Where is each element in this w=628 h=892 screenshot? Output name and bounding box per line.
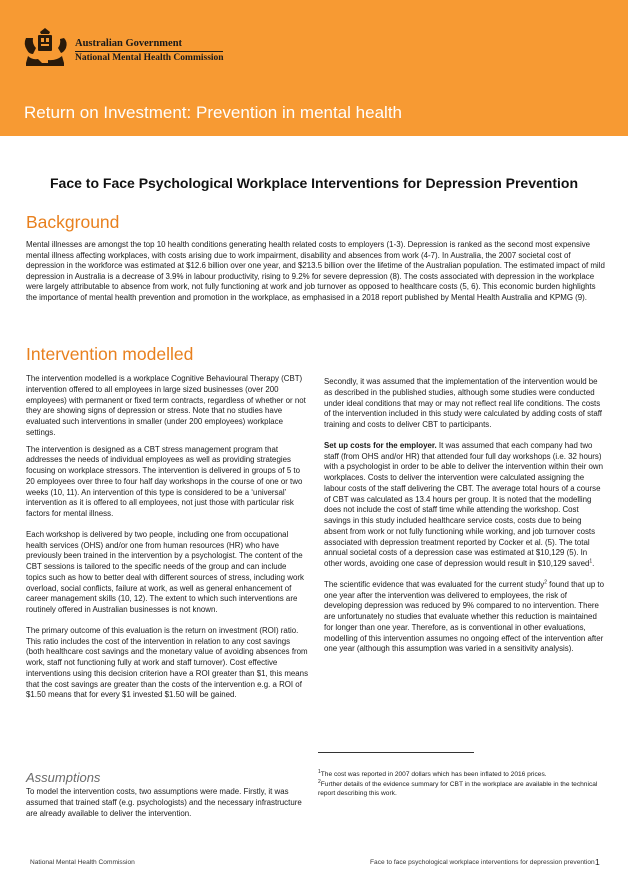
right-column	[324, 377, 607, 665]
footer-organisation: National Mental Health Commission	[30, 859, 135, 866]
assumption-second-paragraph: Secondly, it was assumed that the implementation of the intervention would be as described in the published studies, although some studies were conducted under ideal conditions that may or may not reflect real life conditions. The costs of the intervention included in this study were calculated by adding costs of staff training and costs to deliver CBT to participants.	[324, 377, 602, 429]
setup-costs-text: It was assumed that each company had two staff (from OHS and/or HR) that attended four full day workshops (i.e. 32 hours) with a psychologist in order to be able to deliver the intervention within their own workplaces. Costs to deliver the intervention were calculated assigning the labour costs of the staff delivering the CBT. The average total hours of a course of CBT was calculated as 13.4 hours per group. It is noted that the modelling does not include the cost of staff time while attending the workshop. Cost savings in this study included healthcare service costs, costs due to being absent from work or not fully functioning while working, and job turnover costs associated with depression treatment reported by Cocker et al. (5). The total annual societal costs of a depression case was estimated at $10,129 (5). In other words, avoiding one case of depression would result in $10,129 saved	[324, 440, 603, 568]
left-column	[26, 374, 309, 711]
setup-costs-label: Set up costs for the employer.	[324, 440, 437, 450]
background-heading: Background	[26, 212, 120, 232]
footnote-1-number: 1	[318, 768, 321, 775]
evidence-text-b: found that up to one year after the intervention was delivered to employees, the risk of developing depression was reduced by 9% compared to no intervention. There are unfortunately no studies that evaluate whether this reduction is maintained for longer than one year. Therefore, as is conventional in other evaluations, modelling of this intervention assumes no ongoing effect of the intervention after one year (although this assumption was varied in a sensitivity analysis).	[324, 579, 605, 654]
assumptions-paragraph: To model the intervention costs, two assumptions were made. Firstly, it was assumed that trained staff (e.g. psychologists) and the necessary infrastructure are already available to deliver the intervention.	[26, 787, 302, 818]
footnote-2-number: 2	[318, 778, 321, 785]
banner-title: Return on Investment: Prevention in mental health	[24, 103, 402, 122]
page-number: 1	[595, 857, 600, 867]
government-name: Australian Government	[75, 38, 183, 49]
footnote-ref-1[interactable]: 1	[589, 558, 593, 565]
header-banner	[0, 0, 628, 136]
evidence-text-a: The scientific evidence that was evaluated for the current study	[324, 579, 545, 589]
intervention-paragraph-3: Each workshop is delivered by two people, including one from occupational health services (OHS) and/or one from human resources (HR) who have previously been trained in the intervention by a psychologist. The content of the CBT sessions is tailored to the specific needs of the group and can include topics such as how to better deal with different sources of stress, including work overload, social conflicts, failure at work, as well as general enhancement of career management skills (10, 12). The extent to which such interventions are routinely offered in Australian businesses is not known.	[26, 529, 304, 614]
logo-divider	[75, 51, 223, 52]
setup-costs-end: .	[592, 559, 595, 568]
evidence-paragraph	[324, 580, 607, 655]
footnote-divider	[318, 752, 474, 753]
footnote-2-text: Further details of the evidence summary for CBT in the workplace are available in the technical report describing this work.	[318, 781, 598, 797]
footnote-ref-2[interactable]: 2	[544, 579, 547, 586]
intervention-paragraph-2: The intervention is designed as a CBT stress management program that addresses the needs of individual employees as well as providing strategies focusing on workplace stressors. The intervention is delivered in groups of 5 to 20 employees over three to four half day workshops in the course of one or two weeks (10, 11). An intervention of this type is considered to be a ‘universal’ intervention as it is offered to all employees, not just those with particular risk factors for mental illness.	[26, 444, 303, 518]
footnotes	[318, 770, 608, 799]
footer-document-name: Face to face psychological workplace interventions for depression prevention	[370, 859, 595, 866]
intervention-paragraph-1: The intervention modelled is a workplace Cognitive Behavioural Therapy (CBT) intervention offered to all employees in large sized businesses (over 200 employees) with permanent or fixed term contracts, regardless of whether or not they are showing signs of depression or stress. Note that no studies have evaluated such interventions in smaller (under 200 employees) workplace settings.	[26, 374, 306, 437]
intervention-paragraph-4: The primary outcome of this evaluation is the return on investment (ROI) ratio. This ratio includes the cost of the intervention in relation to any cost savings (both healthcare cost savings and the monetary value of avoiding absences from work, staff not functioning fully at work and staff turnover). Cost effective interventions using this decision criterion have a ROI greater than $1, this means that the cost savings are greater than the costs of the intervention e.g. a ROI of $1.50 means that for every $1 invested $1.50 will be gained.	[26, 625, 309, 700]
intervention-heading: Intervention modelled	[26, 344, 194, 364]
background-paragraph: Mental illnesses are amongst the top 10 health conditions generating health related costs to employers (1-3). Depression is ranked as the second most expensive mental illness affecting workplaces, with costs arising due to work impairment, disability and absences from work (4-7). In Australia, the 2007 societal cost of depression in the workforce was estimated at $12.6 billion over one year, and $213.5 billion over the lifetime of the Australian population. The estimated impact of mild depression in Australia is a decrease of 3.9% in labour productivity, rising to 9.2% for severe depression (8). The costs associated with depression in the workplace were largely attributable to absence from work, not fully functioning at work and job turnover as opposed to healthcare costs (5, 6). This economic burden highlights the importance of mental health prevention and promotion in the workplace, as emphasised in a 2018 report published by Mental Health Australia and KPMG (9).	[26, 240, 605, 302]
footnote-1	[318, 770, 608, 779]
footnote-2	[318, 780, 608, 798]
footnote-1-text: The cost was reported in 2007 dollars which has been inflated to 2016 prices.	[320, 771, 547, 778]
assumptions-heading: Assumptions	[26, 770, 101, 785]
coat-of-arms-icon	[20, 26, 70, 68]
setup-costs-paragraph	[324, 441, 607, 570]
document-title: Face to Face Psychological Workplace Interventions for Depression Prevention	[49, 175, 578, 191]
commission-name: National Mental Health Commission	[75, 53, 224, 63]
